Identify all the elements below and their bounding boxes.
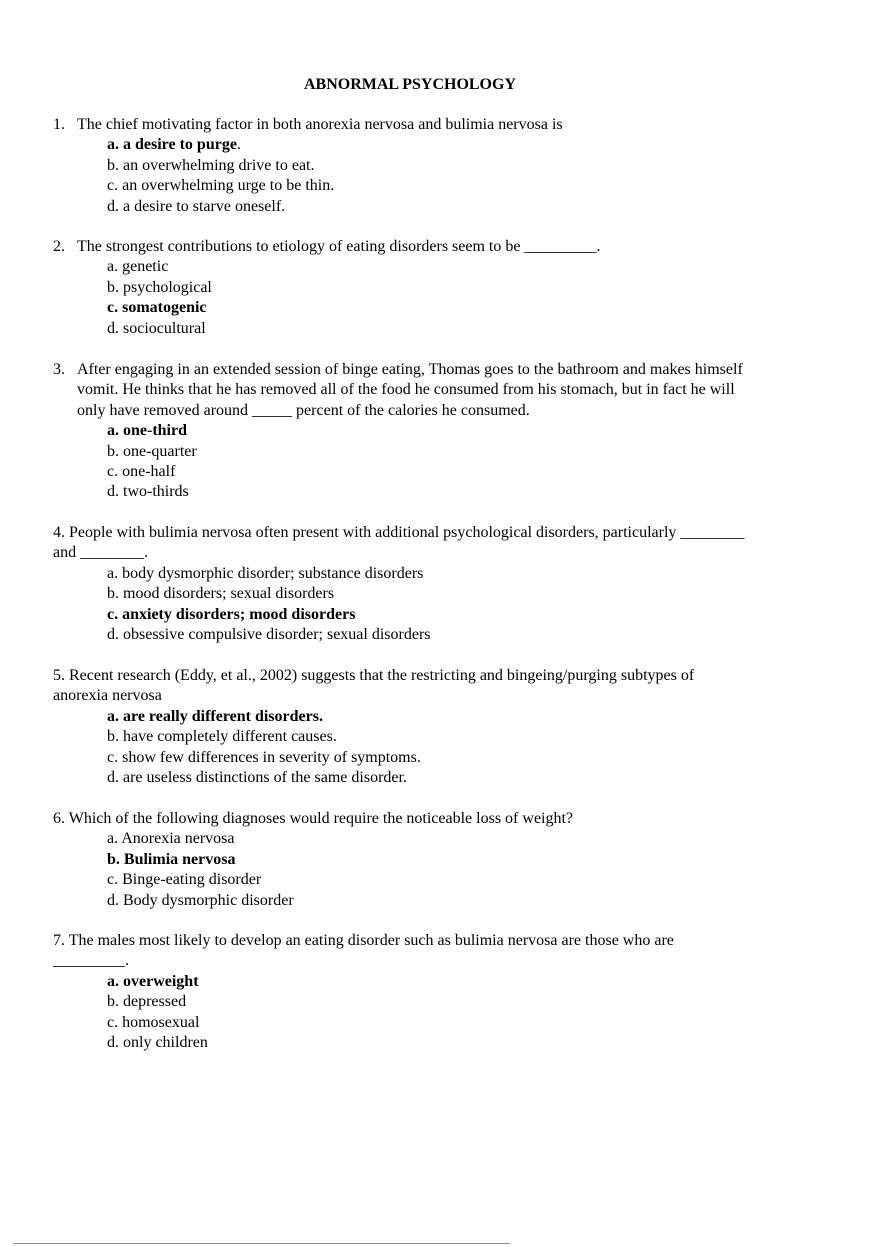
answer-option [53,278,853,298]
question-7 [53,931,853,1053]
answer-option [53,176,853,196]
answer-option [53,1033,853,1053]
answer-option [53,257,853,277]
question-text-line [53,523,853,543]
answer-option [53,462,853,482]
answer-option [53,1013,853,1033]
question-text: _________. [53,952,129,970]
option-text: d. only children [107,1034,208,1052]
question-text-line [53,115,853,135]
option-text: b. one-quarter [107,442,197,460]
question-number: 5. [53,667,65,684]
answer-option-correct [53,707,853,727]
option-text: a. a desire to purge [107,136,237,154]
question-text: and ________. [53,544,149,562]
option-text: c. anxiety disorders; mood disorders [107,605,356,623]
question-text-line [53,809,853,829]
option-text: d. obsessive compulsive disorder; sexual disorders [107,626,431,644]
answer-option-correct [53,605,853,625]
option-text: a. genetic [107,258,169,276]
question-number: 1. [53,116,65,133]
answer-option [53,992,853,1012]
answer-option-correct [53,421,853,441]
option-text: c. homosexual [107,1013,200,1031]
question-text-line [53,666,853,686]
question-text-line [53,360,853,380]
answer-option [53,870,853,890]
option-text: d. Body dysmorphic disorder [107,891,294,909]
question-text: The males most likely to develop an eating disorder such as bulimia nervosa are those who are [68,932,674,949]
question-number: 7. [53,932,65,949]
question-text-line [53,401,853,421]
option-text: d. are useless distinctions of the same disorder. [107,769,407,787]
question-text-line [53,237,853,257]
option-text: c. an overwhelming urge to be thin. [107,177,335,195]
option-text: a. are really different disorders. [107,707,323,725]
answer-option [53,442,853,462]
question-text: anorexia nervosa [53,687,162,705]
question-text: The chief motivating factor in both anorexia nervosa and bulimia nervosa is [77,116,563,133]
question-6 [53,809,853,911]
answer-option [53,319,853,339]
question-text: The strongest contributions to etiology of eating disorders seem to be _________. [77,238,601,255]
option-text: a. body dysmorphic disorder; substance disorders [107,564,424,582]
question-text-line [53,951,853,971]
question-text-line [53,931,853,951]
option-text: d. sociocultural [107,319,206,337]
option-text: d. two-thirds [107,483,189,501]
answer-option [53,727,853,747]
question-text: After engaging in an extended session of binge eating, Thomas goes to the bathroom and makes himself [77,361,743,378]
question-3 [53,360,853,503]
answer-option [53,625,853,645]
question-number: 6. [53,810,65,827]
answer-option [53,891,853,911]
question-2 [53,237,853,339]
option-text: b. have completely different causes. [107,728,337,746]
question-text: Which of the following diagnoses would require the noticeable loss of weight? [68,810,574,827]
option-text: a. Anorexia nervosa [107,830,235,848]
answer-option [53,584,853,604]
answer-option [53,768,853,788]
question-5 [53,666,853,788]
option-text: d. a desire to starve oneself. [107,197,286,215]
question-number: 2. [53,238,65,255]
option-text: c. somatogenic [107,299,207,317]
answer-option-correct [53,972,853,992]
option-text: a. overweight [107,972,199,990]
answer-option [53,197,853,217]
question-number: 3. [53,361,65,378]
answer-option-correct [53,135,853,155]
question-text-line [53,686,853,706]
answer-option [53,482,853,502]
answer-option-correct [53,850,853,870]
option-text: c. show few differences in severity of symptoms. [107,748,421,766]
option-text: a. one-third [107,422,187,440]
answer-option [53,748,853,768]
option-text: b. an overwhelming drive to eat. [107,156,315,174]
option-text: b. psychological [107,278,212,296]
question-text: People with bulimia nervosa often present with additional psychological disorders, particularly ________ [69,524,745,541]
option-text: b. Bulimia nervosa [107,850,236,868]
question-number: 4. [53,524,65,541]
question-1 [53,115,853,217]
question-text: only have removed around _____ percent of the calories he consumed. [77,401,530,419]
option-suffix: . [236,136,241,154]
question-text: Recent research (Eddy, et al., 2002) suggests that the restricting and bingeing/purging subtypes of [69,667,695,684]
answer-option-correct [53,298,853,318]
document-title: ABNORMAL PSYCHOLOGY [303,76,516,93]
question-text-line [53,543,853,563]
answer-option [53,829,853,849]
answer-option [53,564,853,584]
question-text: vomit. He thinks that he has removed all of the food he consumed from his stomach, but in fact he will [77,381,735,399]
option-text: b. mood disorders; sexual disorders [107,585,335,603]
answer-option [53,156,853,176]
option-text: c. Binge-eating disorder [107,871,262,889]
question-4 [53,523,853,645]
option-text: b. depressed [107,993,187,1011]
option-text: c. one-half [107,463,176,481]
footer-rule [13,1243,510,1244]
question-text-line [53,380,853,400]
